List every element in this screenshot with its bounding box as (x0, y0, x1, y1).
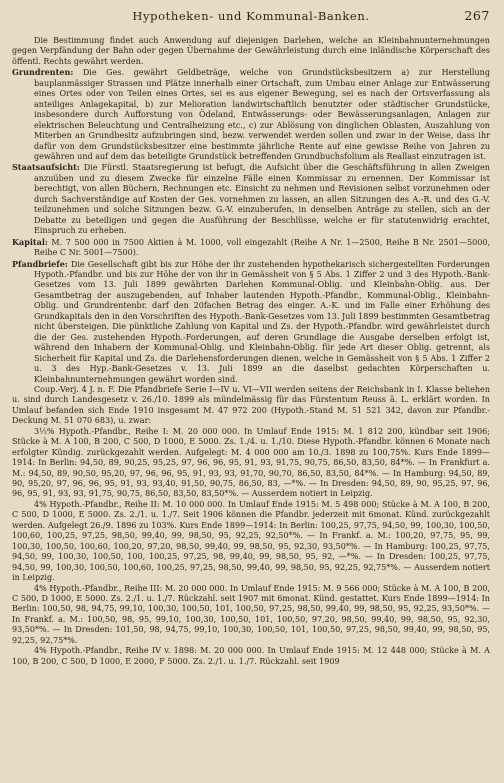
paragraph-text: M. 7 500 000 in 7500 Aktien à M. 1000, voll eingezahlt (Reihe A Nr. 1—2500, Reihe B Nr. 2501—5000, Reihe C Nr. 5001—7500). (34, 237, 491, 258)
paragraph-text: Coup.-Verj. 4 J. n. F. Die Pfandbriefe Serie I—IV u. VI—VII werden seitens der Reichsbank in I. Klasse beliehen u. sind durch Landesgesetz v. 26./10. 1899 als mündelmässig für das Fürstentum Reuss ä. L. erklärt worden. In Umlauf befanden sich Ende 1910 insgesamt M. 47 972 200 (Hypoth.-Stand M. 51 521 342, davon zur Pfandbr.-Deckung M. 51 070 683), u. zwar: (12, 384, 490, 426)
paragraph (12, 427, 490, 500)
section-paragraph (12, 237, 490, 259)
paragraph-text: Die Bestimmung findet auch Anwendung auf diejenigen Darlehen, welche an Kleinbahnunternehmungen gegen Verpfändung der Bahn oder gegen Übernahme der Gewährleistung durch eine inländische Körperschaft des öffentl. Rechts gewährt werden. (12, 36, 490, 66)
paragraph-text: 4% Hypoth.-Pfandbr., Reihe II: M. 10 000 000. In Umlauf Ende 1915: M. 5 498 000; Stücke à M. A 100, B 200, C 500, D 1000, E 5000. Zs. 2./1. u. 1./7. Seit 1906 können die Pfandbr. jederzeit mit 6monat. Künd. zurückgezahlt werden. Aufgelegt 26./9. 1896 zu 103%. Kurs Ende 1899—1914: In Berlin: 100,25, 97,75, 94,50, 99, 100,30, 100,50, 100,60, 100,25, 97,25, 98,50, 99,40, 99, 98,50, 95, 92,25, 92,50*%. — In Frankf. a. M.: 100,20, 97,75, 95, 99, 100,30, 100,50, 100,60, 100,20, 97,20, 98,50, 99,40, 99, 98,50, 95, 92,30, 93,50*%. — In Hamburg: 100,25, 97,75, 94,50, 99, 100,30, 100,50, 100, 100,25, 97,25, 98, 99,40, 99, 98,50, 95, 92, —*%. — In Dresden: 100,25, 97,75, 94,50, 99, 100,30, 100,50, 100,60, 100,25, 97,25, 98,50, 99,40, 99, 98,50, 95, 92,25, 92,75*%. — Ausserdem notiert in Leipzig. (12, 499, 490, 583)
section-paragraph (12, 259, 490, 385)
section-term: Grundrenten: (12, 67, 74, 78)
paragraph (12, 36, 490, 67)
paragraph (12, 385, 490, 427)
paragraph-text: 3½% Hypoth.-Pfandbr., Reihe I: M. 20 000 000. In Umlauf Ende 1915: M. 1 812 200, kündbar seit 1906; Stücke à M. A 100, B 200, C 500, D 1000, E 5000. Zs. 1./4. u. 1./10. Diese Hypoth.-Pfandbr. können 6 Monate nach erfolgter Kündig. zurückgezahlt werden. Aufgelegt: M. 4 000 000 am 10./3. 1898 zu 100,75%. Kurs Ende 1899—1914: In Berlin: 94,50, 89, 90,25, 95,25, 97, 96, 96, 95, 91, 93, 91,75, 90,75, 86,50, 83,50, 84*%. — In Frankfurt a. M.: 94,50, 89, 90,50, 95,20, 97, 96, 96, 95, 91, 93, 93, 91,70, 90,70, 86,50, 83,50, 84*%. — In Hamburg: 94,50, 89, 90, 95,20, 97, 96, 96, 95, 91, 93, 93,40, 91,50, 90,75, 86,50, 83, —*%. — In Dresden: 94,50, 89, 90, 95,25, 97, 96, 96, 95, 91, 93, 93, 91,75, 90,75, 86,50, 83,50, 83,50*%. — Ausserdem notiert in Leipzig. (12, 426, 490, 499)
paragraph-text: Die Fürstl. Staatsregierung ist befugt, die Aufsicht über die Geschäftsführung in allen Zweigen anzuüben und zu diesem Zwecke für einzelne Fälle einen Kommissar zu ernennen. Der Kommissar ist berechtigt, von allen Büchern, Rechnungen etc. Einsicht zu nehmen und Revisionen selbst vorzunehmen oder durch Sachverständige auf Kosten der Ges. vornehmen zu lassen, an allen Sitzungen des A.-R. und des G.-V. teilzunehmen und solche Sitzungen bezw. G.-V. einzuberufen, in denselben Anträge zu stellen, sich an der Debatte zu beteiligen und gegen die Ausführung der Beschlüsse, welche er für statutenwidrig erachtet, Einspruch zu erheben. (34, 163, 490, 236)
paragraph-text: Die Ges. gewährt Geldbeträge, welche von Grundstücksbesitzern a) zur Herstellung bauplanmässiger Strassen und Plätze innerhalb einer Ortschaft, zum Umbau einer Anlage zur Entwässerung eines Ortes oder von Teilen eines Ortes, sei es aus eigener Bewegung, sei es nach der Ortsverfassung als anteiliges Anlagekapital, b) zur Melioration landwirtschaftlich benutzter oder städtischer Grundstücke, insbesondere durch Aufforstung von Ödeland, Entwässerungs- oder Bewässerungsanlagen, Anlagen zur elektrischen Beleuchtung und Centralheizung etc., c) zur Ablösung von dinglichen Oblasten, Auszahlung von Miterben an Grundbesitz aufzubringen sind, bezw. verwendet werden sollen und zwar in der Weise, dass ihr dafür von dem Grundstücksbesitzer eine bestimmte jährliche Rente auf eine gewisse Reihe von Jahren zu gewähren und auf dem das beteiligte Grundstück betreffenden Grundbuchsfolium als Reallast einzutragen ist. (34, 68, 490, 161)
section-paragraph (12, 67, 490, 162)
document-body (12, 36, 490, 667)
paragraph (12, 584, 490, 647)
running-header (12, 8, 490, 26)
paragraph (12, 500, 490, 584)
paragraph-text: 4% Hypoth.-Pfandbr., Reihe III: M. 20 000 000. In Umlauf Ende 1915: M. 9 566 000; Stücke à M. A 100, B 200, C 500, D 1000, E 5000. Zs. 2./1. u. 1./7. Rückzahl. seit 1907 mit 6monat. Künd. gestattet. Kurs Ende 1899—1914: In Berlin: 100,50, 98, 94,75, 99,10, 100,30, 100,50, 101, 100,50, 97,25, 98,50, 99,40, 99, 98,50, 95, 92,25, 93,50*%. — In Frankf. a. M.: 100,50, 98, 95, 99,10, 100,30, 100,50, 101, 100,50, 97,20, 98,50, 99,40, 99, 98,50, 95, 92,30, 93,50*%. — In Dresden: 101,50, 98, 94,75, 99,10, 100,30, 100,50, 101, 100,50, 97,25, 98,50, 99,40, 99, 98,50, 95, 92,25, 92,75*%. (12, 583, 490, 645)
section-term: Pfandbriefe: (12, 258, 68, 269)
paragraph (12, 646, 490, 667)
section-term: Kapital: (12, 236, 48, 247)
paragraph-text: Die Gesellschaft gibt bis zur Höhe der ihr zustehenden hypothekarisch sichergestellten Forderungen Hypoth.-Pfandbr. und bis zur Höhe der von ihr in Gemässheit von § 5 Abs. 1 Ziffer 2 und 3 des Hypoth.-Bank-Gesetzes vom 13. Juli 1899 gewährten Darlehen Kommunal-Oblig. und Kleinbahn-Oblig. aus. Der Gesamtbetrag der auszugebenden, auf Inhaber lautenden Hypoth.-Pfandbr., Kommunal-Oblig., Kleinbahn-Oblig. und Grundrentenbr. darf den 20fachen Betrag des einger. A.-K. und im Falle einer Erhöhung des Grundkapitals den in den Vorschriften des Hypoth.-Bank-Gesetzes vom 13. Juli 1899 bestimmten Gesamtbetrag nicht übersteigen. Die pünktliche Zahlung von Kapital und Zs. der Hypoth.-Pfandbr. wird gewährleistet durch die der Ges. zustehenden Hypoth.-Forderungen, auf deren Grundlage die Ausgabe derselben erfolgt ist, während den Inhabern der Kommunal-Oblig. und Kleinbahn-Oblig. für jede Art dieser Oblig. getrennt, als Sicherheit für Kapital und Zs. die Darlehensforderungen dienen, welche in Gemässheit von § 5 Abs. 1 Ziffer 2 u. 3 des Hyp.-Bank-Gesetzes v. 13. Juli 1899 an die daselbst gedachten Körperschaften u. Kleinbahnunternehmungen gewährt worden sind. (34, 259, 490, 384)
section-term: Staatsaufsicht: (12, 162, 80, 173)
running-header-title: Hypotheken- und Kommunal-Banken. (132, 9, 370, 23)
paragraph-text: 4% Hypoth.-Pfandbr., Reihe IV v. 1898: M. 20 000 000. In Umlauf Ende 1915: M. 12 448 000; Stücke à M. A 100, B 200, C 500, D 1000, E 2000, F 5000. Zs. 2./1. u. 1./7. Rückzahl. seit 1909 (12, 646, 490, 666)
page-number: 267 (464, 8, 490, 23)
section-paragraph (12, 162, 490, 236)
